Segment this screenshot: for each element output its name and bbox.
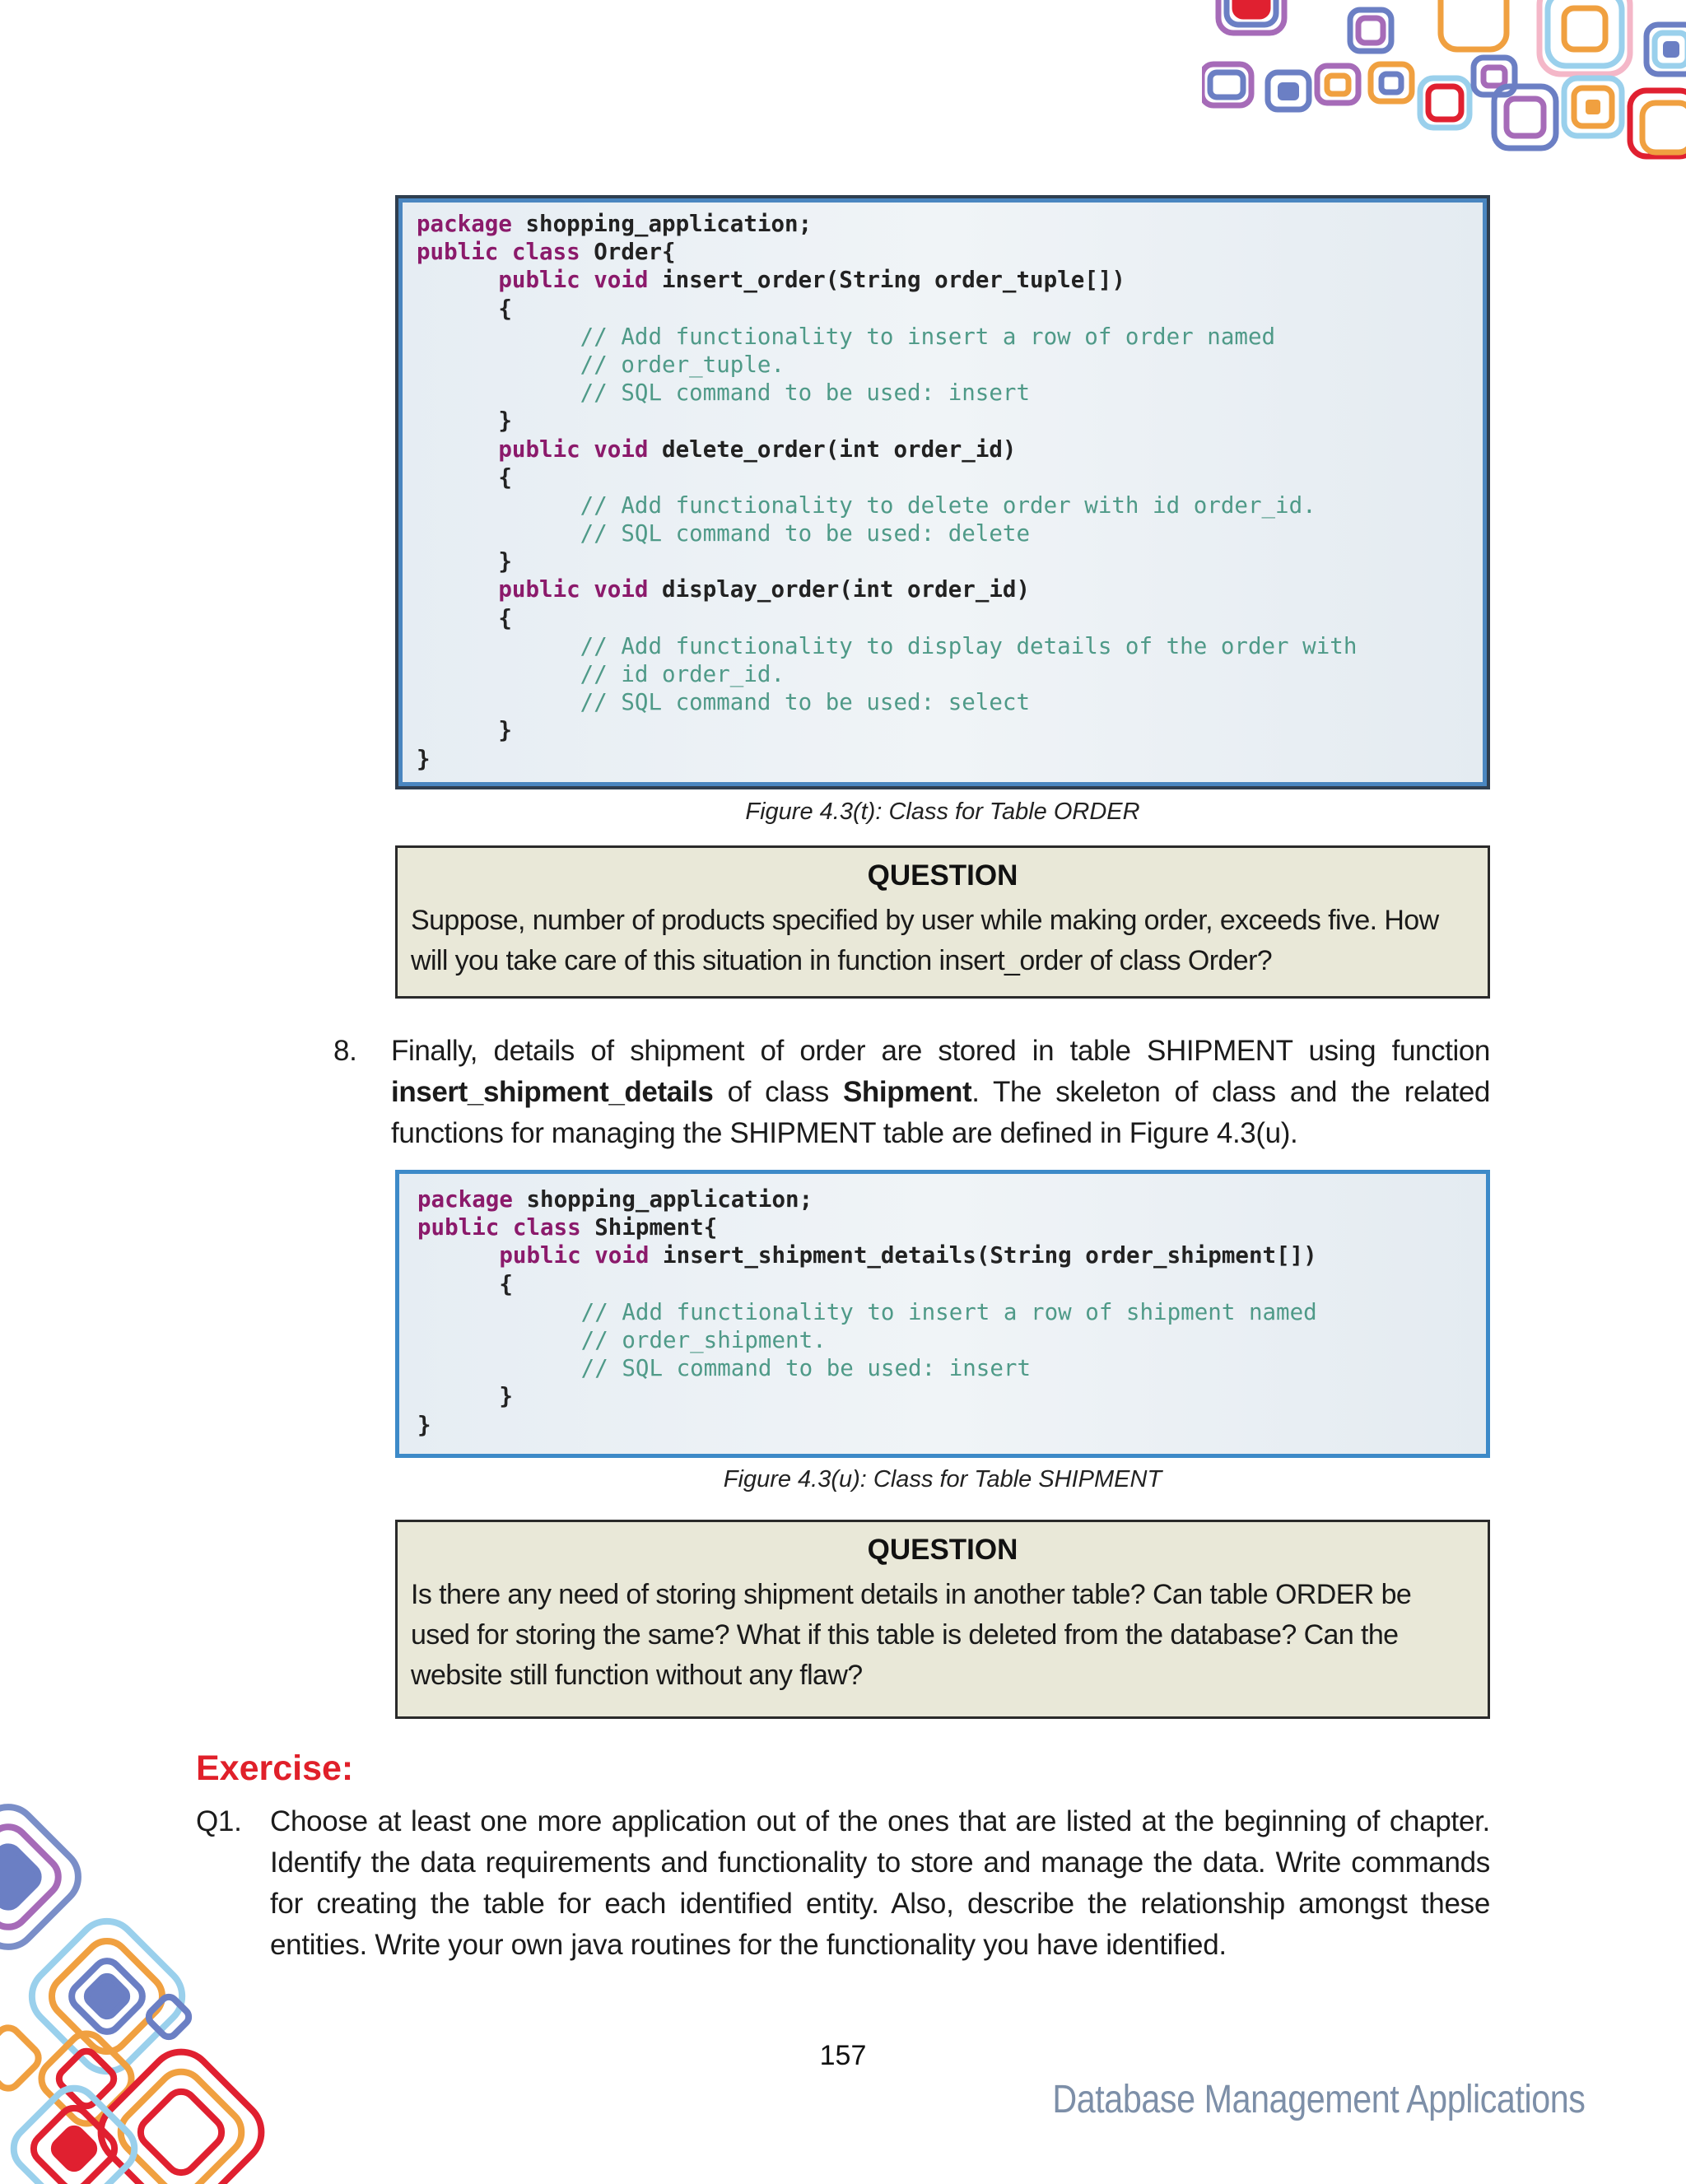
code-line: public class Shipment{ [417, 1214, 718, 1241]
decorative-squares-top-right [1202, 0, 1686, 165]
code-line: // Add functionality to delete order with id order_id. [417, 491, 1316, 519]
code-line: // id order_id. [417, 661, 785, 687]
code-figure-order [395, 195, 1490, 789]
code-line: } [417, 407, 512, 435]
code-line: { [417, 295, 512, 322]
question-text: Suppose, number of products specified by user while making order, exceeds five. How will you take care of this situation in function insert_order of class Order? [411, 905, 1439, 976]
code-line: { [417, 463, 512, 491]
code-line: public void insert_shipment_details(String order_shipment[]) [499, 1242, 1317, 1269]
code-line: // SQL command to be used: delete [417, 520, 1031, 547]
code-line: { [417, 604, 512, 631]
book-title: Database Management Applications [1051, 2078, 1585, 2121]
code-line: } [417, 1383, 513, 1410]
code-line: // Add functionality to display details of the order with [417, 632, 1358, 659]
question-box-2 [395, 1520, 1490, 1719]
code-line: // SQL command to be used: insert [417, 380, 1031, 407]
code-line: } [417, 717, 512, 744]
code-line: // Add functionality to insert a row of order named [417, 323, 1276, 350]
code-line: public void display_order(int order_id) [498, 576, 1031, 603]
class-name: Shipment [842, 1076, 972, 1108]
figure-caption-order: Figure 4.3(t): Class for Table ORDER [745, 799, 1140, 825]
code-line: public void insert_order(String order_tuple[]) [498, 267, 1125, 294]
question-number: Q1. [196, 1805, 242, 1837]
list-item-text: Finally, details of shipment of order are stored in table SHIPMENT using function insert_shipment_details of class Shipment. The skeleton of class and the related functions for managing the SHIPMENT table are defined in Figure 4.3(u). [391, 1035, 1490, 1149]
code-line: } [417, 1411, 431, 1438]
code-line: // Add functionality to insert a row of shipment named [417, 1298, 1317, 1325]
code-line: package shopping_application; [417, 211, 813, 237]
code-line: package shopping_application; [417, 1186, 813, 1213]
code-line: } [417, 745, 431, 772]
code-figure-shipment [395, 1170, 1490, 1458]
question-title: QUESTION [867, 859, 1018, 892]
code-line: public void delete_order(int order_id) [498, 435, 1017, 463]
code-line: // order_tuple. [417, 351, 785, 378]
code-line: { [417, 1270, 513, 1297]
figure-caption-shipment: Figure 4.3(u): Class for Table SHIPMENT [723, 1466, 1162, 1492]
code-listing-order [417, 210, 1357, 773]
list-item-number: 8. [333, 1035, 357, 1067]
code-line: // SQL command to be used: select [417, 689, 1031, 716]
page-number: 157 [819, 2040, 867, 2071]
function-name: insert_shipment_details [391, 1076, 714, 1108]
code-line: } [417, 548, 512, 575]
question-text: Is there any need of storing shipment details in another table? Can table ORDER be used for storing the same? What if this table is deleted from the database? Can the website still function without any flaw? [411, 1579, 1412, 1691]
code-listing-shipment [417, 1185, 1317, 1439]
code-line: // SQL command to be used: insert [417, 1355, 1032, 1382]
exercise-question-1 [196, 1801, 1490, 1966]
exercise-heading: Exercise: [196, 1749, 354, 1788]
code-line: public class Order{ [417, 239, 676, 266]
question-box-1 [395, 845, 1490, 999]
list-item-8 [333, 1031, 1490, 1154]
question-text: Choose at least one more application out of the ones that are listed at the beginning of chapter. Identify the data requirements and functionality to store and manage the data. Write commands for creating the table for each identified entity. Also, describe the relationship amongst these entities. Write your own java routines for the functionality you have identified. [270, 1805, 1490, 1961]
question-title: QUESTION [867, 1534, 1018, 1566]
code-line: // order_shipment. [417, 1326, 827, 1353]
